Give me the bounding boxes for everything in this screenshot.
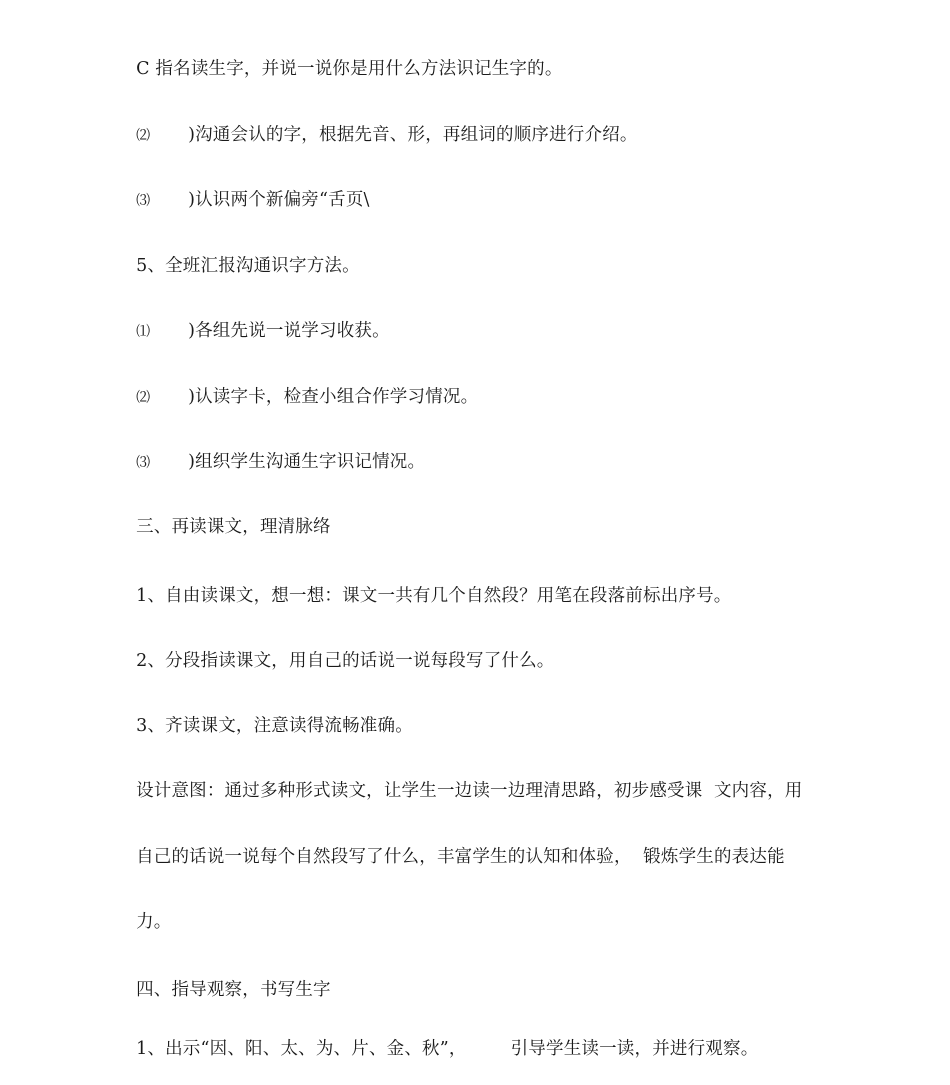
line-text: 5、全班汇报沟通识字方法。 [136, 256, 360, 276]
text-line [113, 164, 370, 237]
list-number: ⑴ [136, 324, 151, 340]
line-text: 自己的话说一说每个自然段写了什么，丰富学生的认知和体验， 锻炼学生的表达能 [136, 847, 785, 867]
paragraph-line [113, 821, 785, 893]
line-text: 3、齐读课文，注意读得流畅准确。 [136, 716, 413, 736]
line-text: 引导学生读一读，并进行观察。 [510, 1039, 759, 1059]
list-number: ⑵ [136, 128, 151, 144]
list-number: ⑶ [136, 193, 151, 209]
section-heading [113, 491, 331, 563]
line-text: 三、再读课文，理清脉络 [136, 517, 331, 537]
text-line [113, 426, 425, 499]
line-text: 设计意图：通过多种形式读文，让学生一边读一边理清思路，初步感受课 文内容，用 [136, 781, 803, 801]
text-line [113, 99, 638, 172]
line-text: 1、自由读课文，想一想：课文一共有几个自然段？用笔在段落前标出序号。 [136, 586, 732, 606]
text-line [113, 690, 413, 762]
line-text: )组织学生沟通生字识记情况。 [188, 452, 426, 472]
line-text: )认读字卡，检查小组合作学习情况。 [188, 387, 479, 407]
paragraph-line [113, 755, 803, 827]
line-text: 力。 [136, 912, 172, 932]
list-number: ⑵ [136, 390, 151, 406]
text-line [113, 33, 563, 105]
text-line [113, 1013, 758, 1085]
paragraph-line [113, 886, 171, 958]
text-line [113, 560, 732, 632]
line-text: 2、分段指读课文，用自己的话说一说每段写了什么。 [136, 651, 555, 671]
line-text: C 指名读生字，并说一说你是用什么方法识记生字的。 [136, 59, 563, 79]
text-line [113, 361, 478, 434]
line-text: 1、出示“因、阳、太、为、片、金、秋”， [136, 1039, 467, 1059]
line-text: )沟通会认的字，根据先音、形，再组词的顺序进行介绍。 [188, 125, 638, 145]
line-text: )各组先说一说学习收获。 [188, 321, 390, 341]
text-line [113, 625, 555, 697]
text-line [113, 295, 390, 368]
text-line [113, 230, 360, 302]
line-text: )认识两个新偏旁“舌页\ [188, 190, 370, 210]
list-number: ⑶ [136, 455, 151, 471]
line-text: 四、指导观察，书写生字 [136, 980, 331, 1000]
